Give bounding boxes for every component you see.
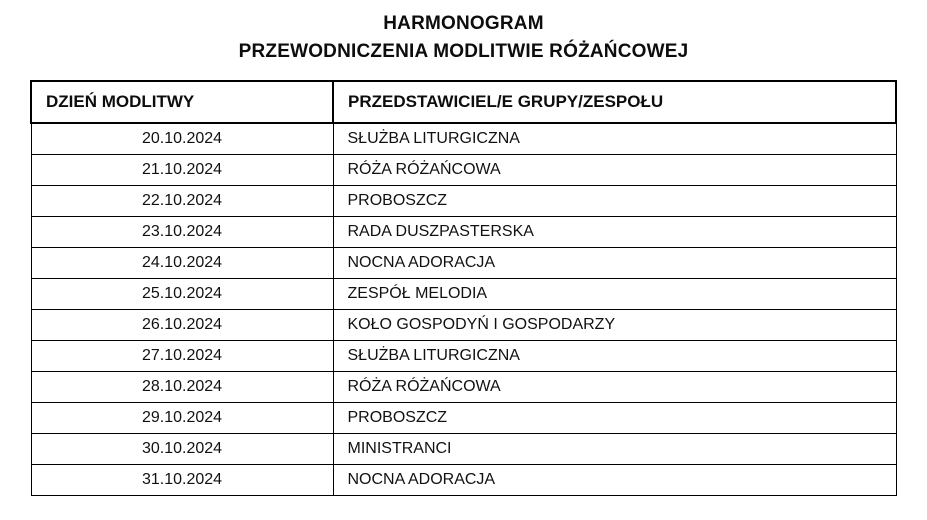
cell-day: 20.10.2024	[31, 123, 333, 155]
cell-day: 30.10.2024	[31, 434, 333, 465]
column-header-group: PRZEDSTAWICIEL/E GRUPY/ZESPOŁU	[333, 81, 896, 123]
table-row	[31, 248, 896, 279]
cell-day: 28.10.2024	[31, 372, 333, 403]
table-row	[31, 155, 896, 186]
cell-day: 23.10.2024	[31, 217, 333, 248]
table-body	[31, 123, 896, 496]
table-header-row	[31, 81, 896, 123]
table-row	[31, 310, 896, 341]
cell-group: PROBOSZCZ	[333, 186, 896, 217]
cell-group: NOCNA ADORACJA	[333, 248, 896, 279]
cell-day: 31.10.2024	[31, 465, 333, 496]
column-header-day: DZIEŃ MODLITWY	[31, 81, 333, 123]
cell-day: 22.10.2024	[31, 186, 333, 217]
table-row	[31, 279, 896, 310]
cell-group: RADA DUSZPASTERSKA	[333, 217, 896, 248]
table-row	[31, 341, 896, 372]
table-row	[31, 434, 896, 465]
table-row	[31, 465, 896, 496]
cell-day: 24.10.2024	[31, 248, 333, 279]
cell-day: 26.10.2024	[31, 310, 333, 341]
table-row	[31, 123, 896, 155]
cell-group: NOCNA ADORACJA	[333, 465, 896, 496]
table-header	[31, 81, 896, 123]
schedule-table	[30, 80, 897, 496]
cell-day: 21.10.2024	[31, 155, 333, 186]
table-row	[31, 186, 896, 217]
cell-group: ZESPÓŁ MELODIA	[333, 279, 896, 310]
cell-day: 27.10.2024	[31, 341, 333, 372]
table-row	[31, 372, 896, 403]
document-title	[0, 0, 927, 66]
table-row	[31, 217, 896, 248]
cell-group: SŁUŻBA LITURGICZNA	[333, 123, 896, 155]
cell-group: RÓŻA RÓŻAŃCOWA	[333, 155, 896, 186]
title-line-2: PRZEWODNICZENIA MODLITWIE RÓŻAŃCOWEJ	[238, 41, 689, 62]
cell-group: KOŁO GOSPODYŃ I GOSPODARZY	[333, 310, 896, 341]
cell-group: MINISTRANCI	[333, 434, 896, 465]
cell-day: 25.10.2024	[31, 279, 333, 310]
cell-day: 29.10.2024	[31, 403, 333, 434]
title-line-1: HARMONOGRAM	[383, 13, 544, 34]
cell-group: RÓŻA RÓŻAŃCOWA	[333, 372, 896, 403]
table-row	[31, 403, 896, 434]
cell-group: PROBOSZCZ	[333, 403, 896, 434]
cell-group: SŁUŻBA LITURGICZNA	[333, 341, 896, 372]
schedule-table-wrapper	[30, 80, 897, 496]
